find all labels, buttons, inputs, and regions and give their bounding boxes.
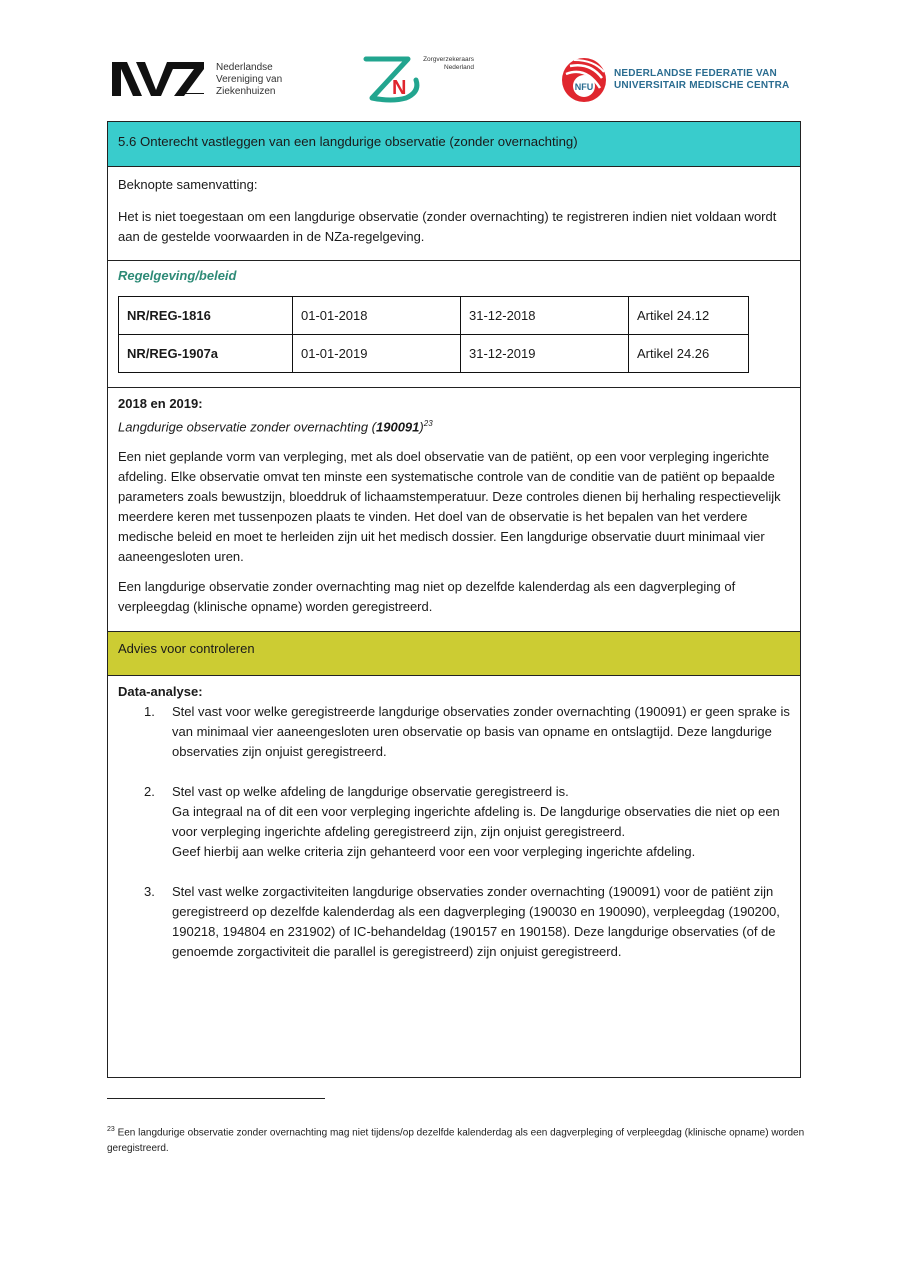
regelgeving-section: [108, 261, 800, 388]
step-number: 3.: [144, 884, 155, 899]
reg-code: NR/REG-1907a: [119, 335, 293, 373]
nfu-logo-mark-icon: [560, 56, 608, 104]
reg-start-date: 01-01-2018: [293, 297, 461, 335]
step-text: Stel vast op welke afdeling de langdurige observatie geregistreerd is.: [172, 784, 569, 799]
analysis-steps-list: [118, 702, 790, 962]
section-title: 5.6 Onterecht vastleggen van een langdurige observatie (zonder overnachting): [118, 134, 578, 149]
footnote-separator: [107, 1098, 325, 1099]
section-title-bar: [108, 122, 800, 167]
step-text: Stel vast voor welke geregistreerde langdurige observaties zonder overnachting (190091) er geen sprake is van minimaal vier aaneengesloten uren observatie op basis van opname en ontslagtijd. Deze langdurige observaties zijn onjuist geregistreerd.: [172, 704, 790, 759]
svg-text:N: N: [392, 77, 407, 99]
summary-text: Het is niet toegestaan om een langdurige observatie (zonder overnachting) te registreren indien niet voldaan wordt aan de gestelde voorwaarden in de NZa-regelgeving.: [118, 209, 777, 244]
regelgeving-table: [118, 296, 749, 373]
subtitle-text: ): [419, 419, 424, 435]
footnote-text: Een langdurige observatie zonder overnachting mag niet tijdens/op dezelfde kalenderdag als een dagverpleging of verpleegdag (klinische opname) worden geregistreerd.: [107, 1127, 805, 1155]
reg-article: Artikel 24.26: [629, 335, 749, 373]
zn-line: Zorgverzekeraars: [423, 56, 474, 63]
reg-code: NR/REG-1816: [119, 297, 293, 335]
reg-end-date: 31-12-2019: [461, 335, 629, 373]
footnote: [107, 1122, 807, 1157]
step-number: 1.: [144, 704, 155, 719]
description-years: 2018 en 2019:: [118, 396, 203, 411]
logo-header: [0, 52, 900, 112]
step-text: Geef hierbij aan welke criteria zijn gehanteerd voor een voor verpleging ingerichte afdeling.: [172, 844, 696, 859]
reg-start-date: 01-01-2019: [293, 335, 461, 373]
nfu-line: UNIVERSITAIR MEDISCHE CENTRA: [614, 80, 790, 91]
nvz-line: Ziekenhuizen: [216, 86, 276, 97]
zn-logo: [362, 54, 482, 106]
zn-line: Nederland: [444, 64, 474, 71]
regelgeving-heading: Regelgeving/beleid: [118, 268, 237, 283]
nvz-logo-text: [216, 62, 282, 98]
footnote-number: 23: [107, 1126, 115, 1133]
list-item: [118, 882, 790, 962]
nfu-logo: [560, 56, 800, 106]
summary-section: [108, 167, 800, 261]
nfu-logo-text: [614, 68, 789, 92]
advies-heading: Advies voor controleren: [118, 641, 255, 656]
list-item: [118, 782, 790, 862]
summary-label: Beknopte samenvatting:: [118, 177, 258, 192]
data-analysis-label: Data-analyse:: [118, 684, 203, 699]
description-paragraph: Een niet geplande vorm van verpleging, met als doel observatie van de patiënt, op een voor verpleging ingerichte afdeling. Elke observatie omvat ten minste een systematische controle van de conditie van de patiënt op bepaalde parameters zoals bewustzijn, bloeddruk of lichaamstemperatuur. Deze controles dienen bij herhaling respectievelijk meerdere keren met tussenpozen plaats te vinden. Het doel van de observatie is het bepalen van het verdere medische beleid en moet te herleiden zijn uit het medisch dossier. Een langdurige observatie duurt minimaal vier aaneengesloten uren.: [118, 449, 781, 565]
control-table: [107, 121, 801, 1078]
reg-article: Artikel 24.12: [629, 297, 749, 335]
step-text: Ga integraal na of dit een voor verpleging ingerichte afdeling is. De langdurige observaties die niet op een voor verpleging ingerichte afdeling geregistreerd zijn, zijn onjuist geregistreerd.: [172, 804, 780, 839]
step-number: 2.: [144, 784, 155, 799]
footnote-ref-link[interactable]: 23: [423, 419, 433, 428]
subtitle-code: 190091: [376, 419, 420, 435]
zn-logo-text: [414, 56, 474, 72]
reg-end-date: 31-12-2018: [461, 297, 629, 335]
description-paragraph: Een langdurige observatie zonder overnachting mag niet op dezelfde kalenderdag als een dagverpleging of verpleegdag (klinische opname) worden geregistreerd.: [118, 579, 736, 615]
description-section: [108, 388, 800, 632]
list-item: [118, 702, 790, 762]
subtitle-text: Langdurige observatie zonder overnachting (: [118, 419, 377, 435]
nvz-line: Vereniging van: [216, 74, 283, 85]
nfu-line: NEDERLANDSE FEDERATIE VAN: [614, 68, 777, 79]
table-row: [119, 297, 749, 335]
advies-title-bar: [108, 632, 800, 676]
svg-text:NFU: NFU: [574, 82, 594, 92]
table-row: [119, 335, 749, 373]
description-subtitle: [118, 414, 790, 437]
nvz-logo-mark-icon: [112, 60, 204, 98]
nvz-logo: [112, 60, 332, 100]
step-text: Stel vast welke zorgactiviteiten langdurige observaties zonder overnachting (190091) voor de patiënt zijn geregistreerd op dezelfde kalenderdag als een dagverpleging (190030 en 190090), verpleegdag (190200, 190218, 194804 en 231902) of IC-behandeldag (190157 en 190158). Deze langdurige observaties (of de genoemde zorgactiviteit die parallel is geregistreerd) zijn onjuist geregistreerd.: [172, 884, 780, 959]
data-analysis-section: [108, 676, 800, 1077]
nvz-line: Nederlandse: [216, 62, 273, 73]
